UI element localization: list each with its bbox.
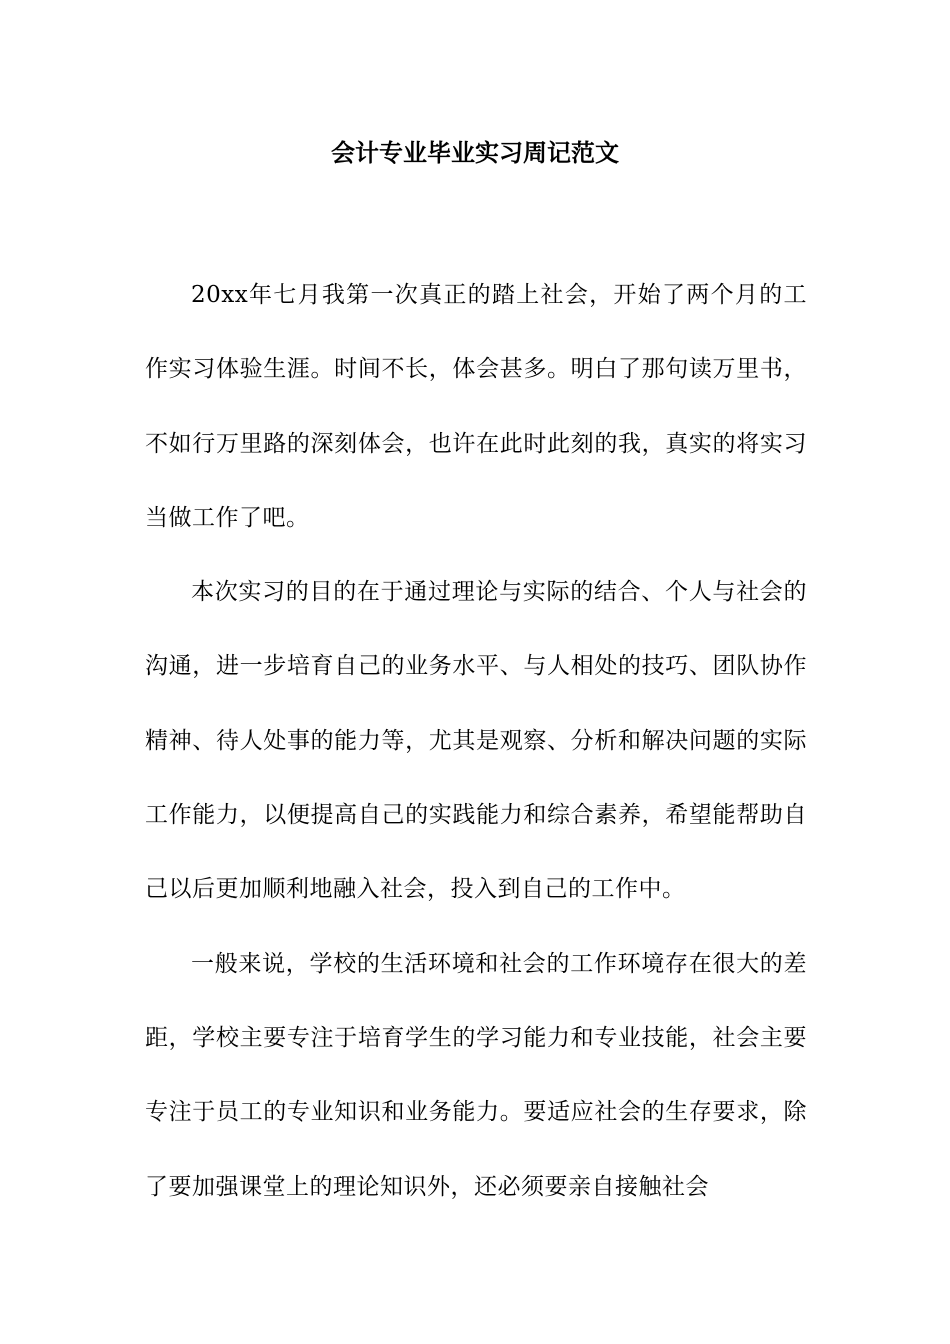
document-body — [145, 258, 807, 1224]
document-title: 会计专业毕业实习周记范文 — [331, 138, 619, 167]
paragraph-2: 本次实习的目的在于通过理论与实际的结合、个人与社会的沟通，进一步培育自己的业务水平、与人相处的技巧、团队协作精神、待人处事的能力等，尤其是观察、分析和解决问题的实际工作能力，以便提高自己的实践能力和综合素养，希望能帮助自己以后更加顺利地融入社会，投入到自己的工作中。 — [145, 579, 807, 903]
paragraph-1: 20xx年七月我第一次真正的踏上社会，开始了两个月的工作实习体验生涯。时间不长，体会甚多。明白了那句读万里书，不如行万里路的深刻体会，也许在此时此刻的我，真实的将实习当做工作了吧。 — [145, 282, 807, 531]
paragraph-3: 一般来说，学校的生活环境和社会的工作环境存在很大的差距，学校主要专注于培育学生的学习能力和专业技能，社会主要专注于员工的专业知识和业务能力。要适应社会的生存要求，除了要加强课堂上的理论知识外，还必须要亲自接触社会 — [145, 950, 807, 1200]
